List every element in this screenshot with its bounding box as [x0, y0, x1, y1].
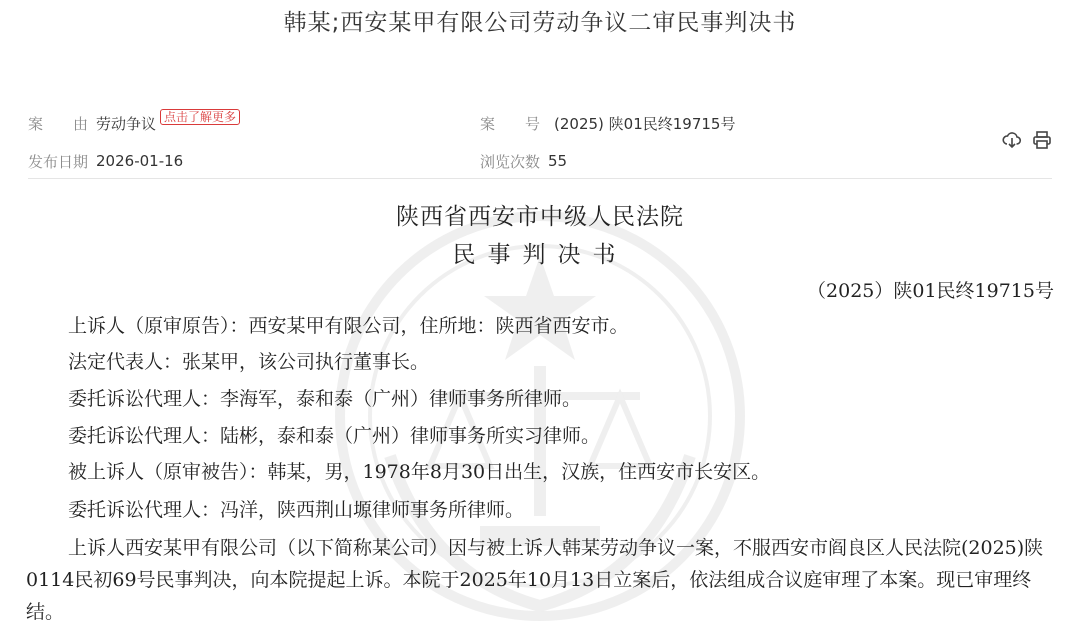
- case-summary-paragraph: 上诉人西安某甲有限公司（以下简称某公司）因与被上诉人韩某劳动争议一案，不服西安市阎良区人民法院(2025)陕0114民初69号民事判决，向本院提起上诉。本院于2025年10月13日立案后，依法组成合议庭审理了本案。现已审理终结。: [26, 537, 1044, 623]
- publish-date-label: 发布日期: [28, 152, 89, 171]
- cause-value: 劳动争议: [96, 114, 157, 133]
- publish-date-value: 2026-01-16: [96, 152, 184, 170]
- court-name: 陕西省西安市中级人民法院: [396, 204, 684, 230]
- party-paragraph: 上诉人（原审原告）：西安某甲有限公司，住所地：陕西省西安市。: [68, 315, 629, 337]
- view-count-label: 浏览次数: [480, 152, 541, 171]
- document-type: 民事判决书: [452, 242, 628, 268]
- party-paragraph: 委托诉讼代理人：李海军，泰和泰（广州）律师事务所律师。: [68, 388, 582, 410]
- party-paragraph: 法定代表人：张某甲，该公司执行董事长。: [68, 351, 430, 373]
- learn-more-link[interactable]: 点击了解更多: [160, 109, 240, 125]
- party-paragraph: 委托诉讼代理人：冯洋，陕西荆山塬律师事务所律师。: [68, 499, 525, 521]
- page-title: 韩某;西安某甲有限公司劳动争议二审民事判决书: [283, 10, 797, 36]
- cause-label: 案 由: [28, 114, 89, 133]
- case-number-label: 案 号: [480, 114, 541, 133]
- party-paragraph: 被上诉人（原审被告）：韩某，男，1978年8月30日出生，汉族，住西安市长安区。: [68, 461, 771, 483]
- party-paragraph: 委托诉讼代理人：陆彬，泰和泰（广州）律师事务所实习律师。: [68, 425, 601, 447]
- view-count-value: 55: [548, 152, 568, 170]
- document-case-number: （2025）陕01民终19715号: [807, 280, 1054, 302]
- case-number-value: (2025) 陕01民终19715号: [554, 114, 736, 133]
